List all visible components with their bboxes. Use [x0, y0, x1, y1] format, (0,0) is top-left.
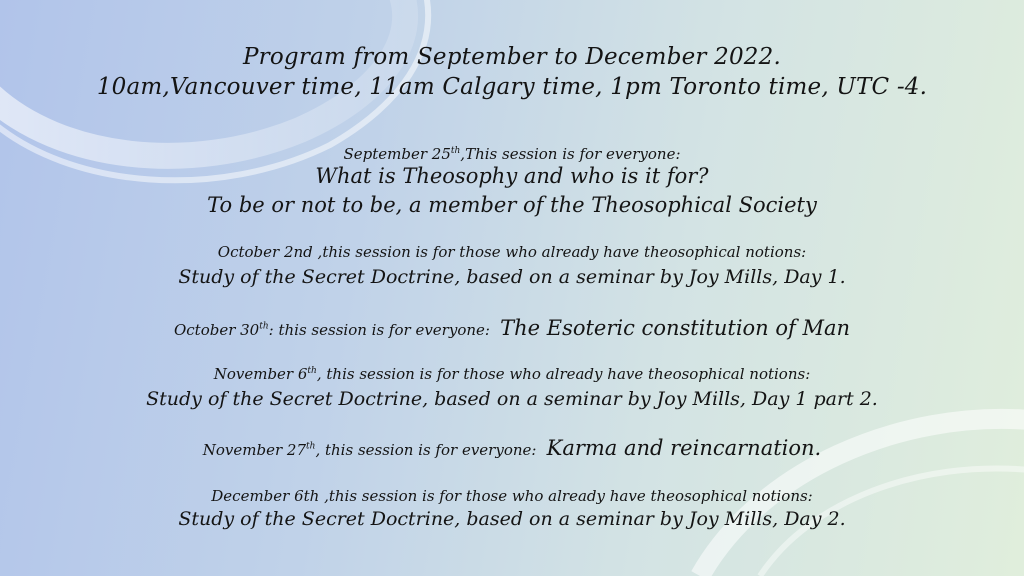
session-1-date: September 25th,This session is for everyone:	[343, 145, 681, 163]
program-times: 10am,Vancouver time, 11am Calgary time, 1pm Toronto time, UTC -4.	[96, 74, 928, 100]
session-6-title: Study of the Secret Doctrine, based on a seminar by Joy Mills, Day 2.	[178, 508, 846, 530]
session-5: November 27th, this session is for everyone: Karma and reincarnation.	[202, 436, 822, 460]
session-3: October 30th: this session is for everyone: The Esoteric constitution of Man	[173, 316, 851, 340]
session-3-title: The Esoteric constitution of Man	[500, 316, 851, 340]
session-5-title: Karma and reincarnation.	[546, 436, 822, 460]
session-6-date: December 6th ,this session is for those who already have theosophical notions:	[211, 487, 813, 505]
session-2-date: October 2nd ,this session is for those who already have theosophical notions:	[217, 243, 807, 261]
program-title: Program from September to December 2022.	[243, 44, 781, 70]
session-1-subtitle: To be or not to be, a member of the Theosophical Society	[207, 193, 817, 217]
session-4-date: November 6th, this session is for those who already have theosophical notions:	[213, 365, 811, 383]
session-4-title: Study of the Secret Doctrine, based on a seminar by Joy Mills, Day 1 part 2.	[146, 388, 878, 410]
session-2-title: Study of the Secret Doctrine, based on a seminar by Joy Mills, Day 1.	[178, 266, 846, 288]
session-1-title: What is Theosophy and who is it for?	[315, 164, 709, 188]
